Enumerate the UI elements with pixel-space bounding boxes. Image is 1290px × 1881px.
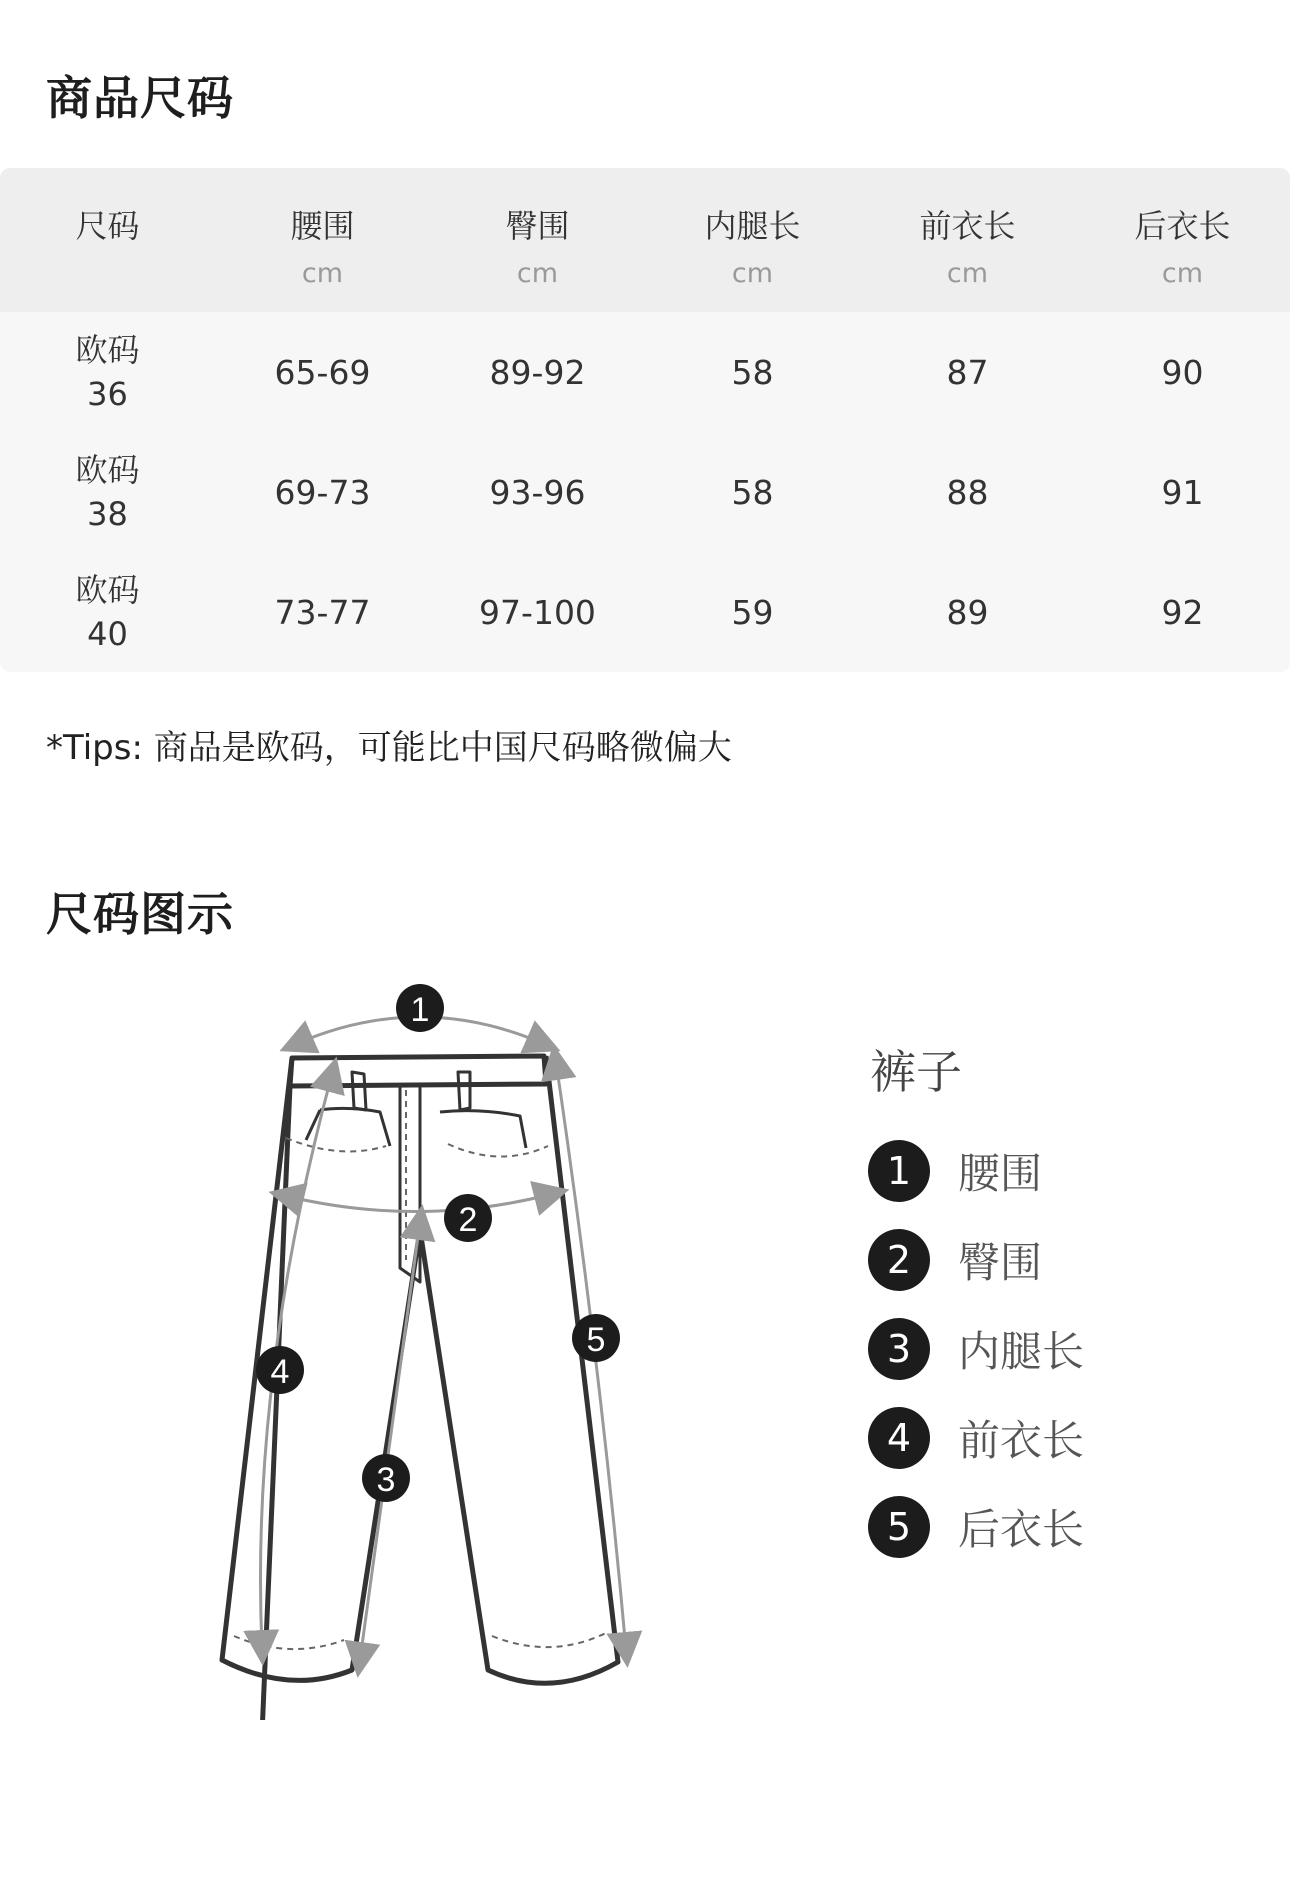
size-system: 欧码 (75, 571, 140, 609)
header-name: 后衣长 (1134, 207, 1231, 245)
legend-item (868, 1482, 1084, 1571)
measurement-legend (868, 1126, 1084, 1571)
marker-4 (256, 1346, 304, 1394)
inseam-cell: 58 (731, 472, 774, 512)
header-name: 前衣长 (919, 207, 1016, 245)
svg-text:3: 3 (376, 1461, 396, 1499)
size-number: 38 (87, 495, 128, 533)
header-cell-size (0, 168, 215, 312)
measure-markers (256, 984, 620, 1502)
front-length-cell: 87 (946, 352, 989, 392)
svg-text:5: 5 (586, 1321, 606, 1359)
header-cell-inseam (645, 168, 860, 312)
header-cell-hip (430, 168, 645, 312)
marker-2 (444, 1194, 492, 1242)
waist-cell: 65-69 (274, 352, 371, 392)
header-name: 尺码 (75, 207, 140, 245)
legend-label: 前衣长 (958, 1415, 1085, 1465)
size-table (0, 168, 1290, 672)
table-row (0, 432, 1290, 552)
header-cell-waist (215, 168, 430, 312)
hip-cell: 97-100 (479, 592, 596, 632)
size-cell (0, 328, 215, 416)
svg-text:2: 2 (458, 1201, 478, 1239)
legend-number-badge: 1 (868, 1140, 930, 1202)
header-name: 内腿长 (704, 207, 801, 245)
legend-item (868, 1215, 1084, 1304)
size-section-title: 商品尺码 (46, 71, 234, 125)
legend-number-badge: 4 (868, 1407, 930, 1469)
table-row (0, 312, 1290, 432)
header-cell-back-length (1075, 168, 1290, 312)
inseam-cell: 58 (731, 352, 774, 392)
marker-3 (362, 1454, 410, 1502)
svg-text:4: 4 (270, 1353, 290, 1391)
header-unit: cm (731, 258, 774, 289)
size-tips: *Tips: 商品是欧码，可能比中国尺码略微偏大 (46, 728, 732, 768)
back-length-cell: 91 (1161, 472, 1204, 512)
legend-number-badge: 5 (868, 1496, 930, 1558)
header-name: 腰围 (290, 207, 355, 245)
legend-label: 腰围 (958, 1148, 1043, 1198)
waist-cell: 69-73 (274, 472, 371, 512)
header-name: 臀围 (505, 207, 570, 245)
size-number: 40 (87, 615, 128, 653)
table-header (0, 168, 1290, 312)
legend-label: 后衣长 (958, 1504, 1085, 1554)
legend-item (868, 1393, 1084, 1482)
hip-cell: 89-92 (489, 352, 586, 392)
diagram-section-title: 尺码图示 (46, 887, 234, 941)
header-unit: cm (946, 258, 989, 289)
measure-lines (260, 1017, 626, 1660)
size-number: 36 (87, 375, 128, 413)
pants-diagram (0, 960, 1290, 1720)
header-unit: cm (301, 258, 344, 289)
legend-number-badge: 2 (868, 1229, 930, 1291)
back-length-cell: 92 (1161, 592, 1204, 632)
table-row (0, 552, 1290, 672)
pants-illustration (0, 960, 1290, 1720)
legend-label: 内腿长 (958, 1326, 1085, 1376)
inseam-cell: 59 (731, 592, 774, 632)
legend-item (868, 1126, 1084, 1215)
size-system: 欧码 (75, 331, 140, 369)
marker-5 (572, 1314, 620, 1362)
legend-number-badge: 3 (868, 1318, 930, 1380)
garment-label: 裤子 (870, 1045, 962, 1099)
size-system: 欧码 (75, 451, 140, 489)
legend-label: 臀围 (958, 1237, 1043, 1287)
front-length-cell: 89 (946, 592, 989, 632)
back-length-cell: 90 (1161, 352, 1204, 392)
header-unit: cm (516, 258, 559, 289)
front-length-cell: 88 (946, 472, 989, 512)
waist-cell: 73-77 (274, 592, 371, 632)
size-cell (0, 448, 215, 536)
header-unit: cm (1161, 258, 1204, 289)
header-cell-front-length (860, 168, 1075, 312)
marker-1 (396, 984, 444, 1032)
hip-cell: 93-96 (489, 472, 586, 512)
svg-text:1: 1 (410, 991, 430, 1029)
legend-item (868, 1304, 1084, 1393)
size-cell (0, 568, 215, 656)
